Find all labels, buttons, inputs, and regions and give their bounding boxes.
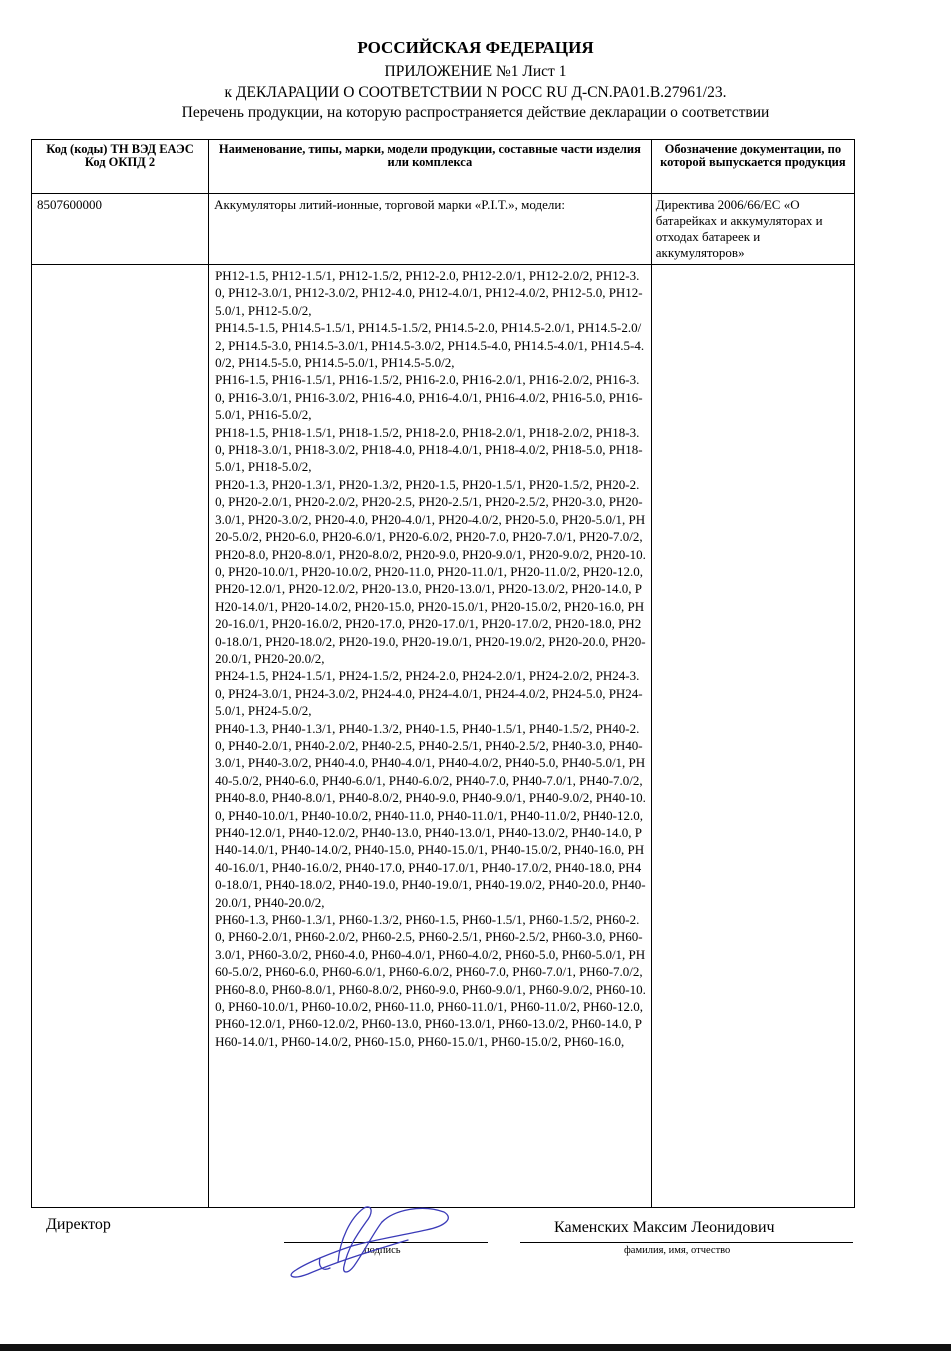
models-ph12: PH12-1.5, PH12-1.5/1, PH12-1.5/2, PH12-2.0, PH12-2.0/1, PH12-2.0/2, PH12-3.0, PH12-3.0/1, PH12-3.0/2, PH12-4.0, PH12-4.0/1, PH12-4.0/2, PH12-5.0, PH12-5.0/1, PH12-5.0/2, (215, 268, 643, 318)
tnved-code: 8507600000 (32, 194, 209, 265)
page-bottom-bar (0, 1344, 951, 1351)
header-appendix: ПРИЛОЖЕНИЕ №1 Лист 1 (384, 63, 567, 80)
column-header-code: Код (коды) ТН ВЭД ЕАЭС Код ОКПД 2 (32, 140, 209, 194)
directive-reference: Директива 2006/66/ЕС «О батарейках и аккумуляторах и отходах батареек и аккумуляторов» (651, 194, 854, 265)
product-table (31, 139, 855, 1208)
table-row (32, 194, 855, 265)
models-ph60: PH60-1.3, PH60-1.3/1, PH60-1.3/2, PH60-1.5, PH60-1.5/1, PH60-1.5/2, PH60-2.0, PH60-2.0/1, PH60-2.0/2, PH60-2.5, PH60-2.5/1, PH60-2.5/2, PH60-3.0, PH60-3.0/1, PH60-3.0/2, PH60-4.0, PH60-4.0/1, PH60-4.0/2, PH60-5.0, PH60-5.0/1, PH60-5.0/2, PH60-6.0, PH60-6.0/1, PH60-6.0/2, PH60-7.0, PH60-7.0/1, PH60-7.0/2, PH60-8.0, PH60-8.0/1, PH60-8.0/2, PH60-9.0, PH60-9.0/1, PH60-9.0/2, PH60-10.0, PH60-10.0/1, PH60-10.0/2, PH60-11.0, PH60-11.0/1, PH60-11.0/2, PH60-12.0, PH60-12.0/1, PH60-12.0/2, PH60-13.0, PH60-13.0/1, PH60-13.0/2, PH60-14.0, PH60-14.0/1, PH60-14.0/2, PH60-15.0, PH60-15.0/1, PH60-15.0/2, PH60-16.0, (215, 912, 646, 1049)
signature-caption: подпись (364, 1245, 401, 1256)
models-list (209, 265, 652, 1208)
models-ph40: PH40-1.3, PH40-1.3/1, PH40-1.3/2, PH40-1.5, PH40-1.5/1, PH40-1.5/2, PH40-2.0, PH40-2.0/1, PH40-2.0/2, PH40-2.5, PH40-2.5/1, PH40-2.5/2, PH40-3.0, PH40-3.0/1, PH40-3.0/2, PH40-4.0, PH40-4.0/1, PH40-4.0/2, PH40-5.0, PH40-5.0/1, PH40-5.0/2, PH40-6.0, PH40-6.0/1, PH40-6.0/2, PH40-7.0, PH40-7.0/1, PH40-7.0/2, PH40-8.0, PH40-8.0/1, PH40-8.0/2, PH40-9.0, PH40-9.0/1, PH40-9.0/2, PH40-10.0, PH40-10.0/1, PH40-10.0/2, PH40-11.0, PH40-11.0/1, PH40-11.0/2, PH40-12.0, PH40-12.0/1, PH40-12.0/2, PH40-13.0, PH40-13.0/1, PH40-13.0/2, PH40-14.0, PH40-14.0/1, PH40-14.0/2, PH40-15.0, PH40-15.0/1, PH40-15.0/2, PH40-16.0, PH40-16.0/1, PH40-16.0/2, PH40-17.0, PH40-17.0/1, PH40-17.0/2, PH40-18.0, PH40-18.0/1, PH40-18.0/2, PH40-19.0, PH40-19.0/1, PH40-19.0/2, PH40-20.0, PH40-20.0/1, PH40-20.0/2, (215, 720, 646, 910)
product-name: Аккумуляторы литий-ионные, торговой марки «P.I.T.», модели: (209, 194, 652, 265)
name-caption: фамилия, имя, отчество (624, 1245, 731, 1256)
signer-name: Каменских Максим Леонидович (554, 1219, 775, 1236)
models-ph20: PH20-1.3, PH20-1.3/1, PH20-1.3/2, PH20-1.5, PH20-1.5/1, PH20-1.5/2, PH20-2.0, PH20-2.0/1, PH20-2.0/2, PH20-2.5, PH20-2.5/1, PH20-2.5/2, PH20-3.0, PH20-3.0/1, PH20-3.0/2, PH20-4.0, PH20-4.0/1, PH20-4.0/2, PH20-5.0, PH20-5.0/1, PH20-5.0/2, PH20-6.0, PH20-6.0/1, PH20-6.0/2, PH20-7.0, PH20-7.0/1, PH20-7.0/2, PH20-8.0, PH20-8.0/1, PH20-8.0/2, PH20-9.0, PH20-9.0/1, PH20-9.0/2, PH20-10.0, PH20-10.0/1, PH20-10.0/2, PH20-11.0, PH20-11.0/1, PH20-11.0/2, PH20-12.0, PH20-12.0/1, PH20-12.0/2, PH20-13.0, PH20-13.0/1, PH20-13.0/2, PH20-14.0, PH20-14.0/1, PH20-14.0/2, PH20-15.0, PH20-15.0/1, PH20-15.0/2, PH20-16.0, PH20-16.0/1, PH20-16.0/2, PH20-17.0, PH20-17.0/1, PH20-17.0/2, PH20-18.0, PH20-18.0/1, PH20-18.0/2, PH20-19.0, PH20-19.0/1, PH20-19.0/2, PH20-20.0, PH20-20.0/1, PH20-20.0/2, (215, 476, 646, 666)
column-header-documentation: Обозначение документации, по которой выпускается продукция (651, 140, 854, 194)
name-line (520, 1242, 853, 1243)
header-declaration: к ДЕКЛАРАЦИИ О СООТВЕТСТВИИ N РОСС RU Д-CN.РА01.В.27961/23. (224, 84, 727, 101)
models-ph16: PH16-1.5, PH16-1.5/1, PH16-1.5/2, PH16-2.0, PH16-2.0/1, PH16-2.0/2, PH16-3.0, PH16-3.0/1, PH16-3.0/2, PH16-4.0, PH16-4.0/1, PH16-4.0/2, PH16-5.0, PH16-5.0/1, PH16-5.0/2, (215, 372, 643, 423)
header-country: РОССИЙСКАЯ ФЕДЕРАЦИЯ (357, 38, 594, 57)
models-ph18: PH18-1.5, PH18-1.5/1, PH18-1.5/2, PH18-2.0, PH18-2.0/1, PH18-2.0/2, PH18-3.0, PH18-3.0/1, PH18-3.0/2, PH18-4.0, PH18-4.0/1, PH18-4.0/2, PH18-5.0, PH18-5.0/1, PH18-5.0/2, (215, 424, 643, 475)
empty-directive-cell (651, 265, 854, 1208)
handwritten-signature (278, 1200, 458, 1280)
table-header-row (32, 140, 855, 194)
table-row-models (32, 265, 855, 1208)
signer-role: Директор (46, 1216, 111, 1233)
empty-code-cell (32, 265, 209, 1208)
models-ph14-5: PH14.5-1.5, PH14.5-1.5/1, PH14.5-1.5/2, PH14.5-2.0, PH14.5-2.0/1, PH14.5-2.0/2, PH14.5-3.0, PH14.5-3.0/1, PH14.5-3.0/2, PH14.5-4.0, PH14.5-4.0/1, PH14.5-4.0/2, PH14.5-5.0, PH14.5-5.0/1, PH14.5-5.0/2, (215, 320, 645, 371)
models-ph24: PH24-1.5, PH24-1.5/1, PH24-1.5/2, PH24-2.0, PH24-2.0/1, PH24-2.0/2, PH24-3.0, PH24-3.0/1, PH24-3.0/2, PH24-4.0, PH24-4.0/1, PH24-4.0/2, PH24-5.0, PH24-5.0/1, PH24-5.0/2, (215, 668, 643, 719)
header-subtitle: Перечень продукции, на которую распространяется действие декларации о соответствии (181, 104, 770, 121)
column-header-name: Наименование, типы, марки, модели продукции, составные части изделия или комплекса (209, 140, 652, 194)
